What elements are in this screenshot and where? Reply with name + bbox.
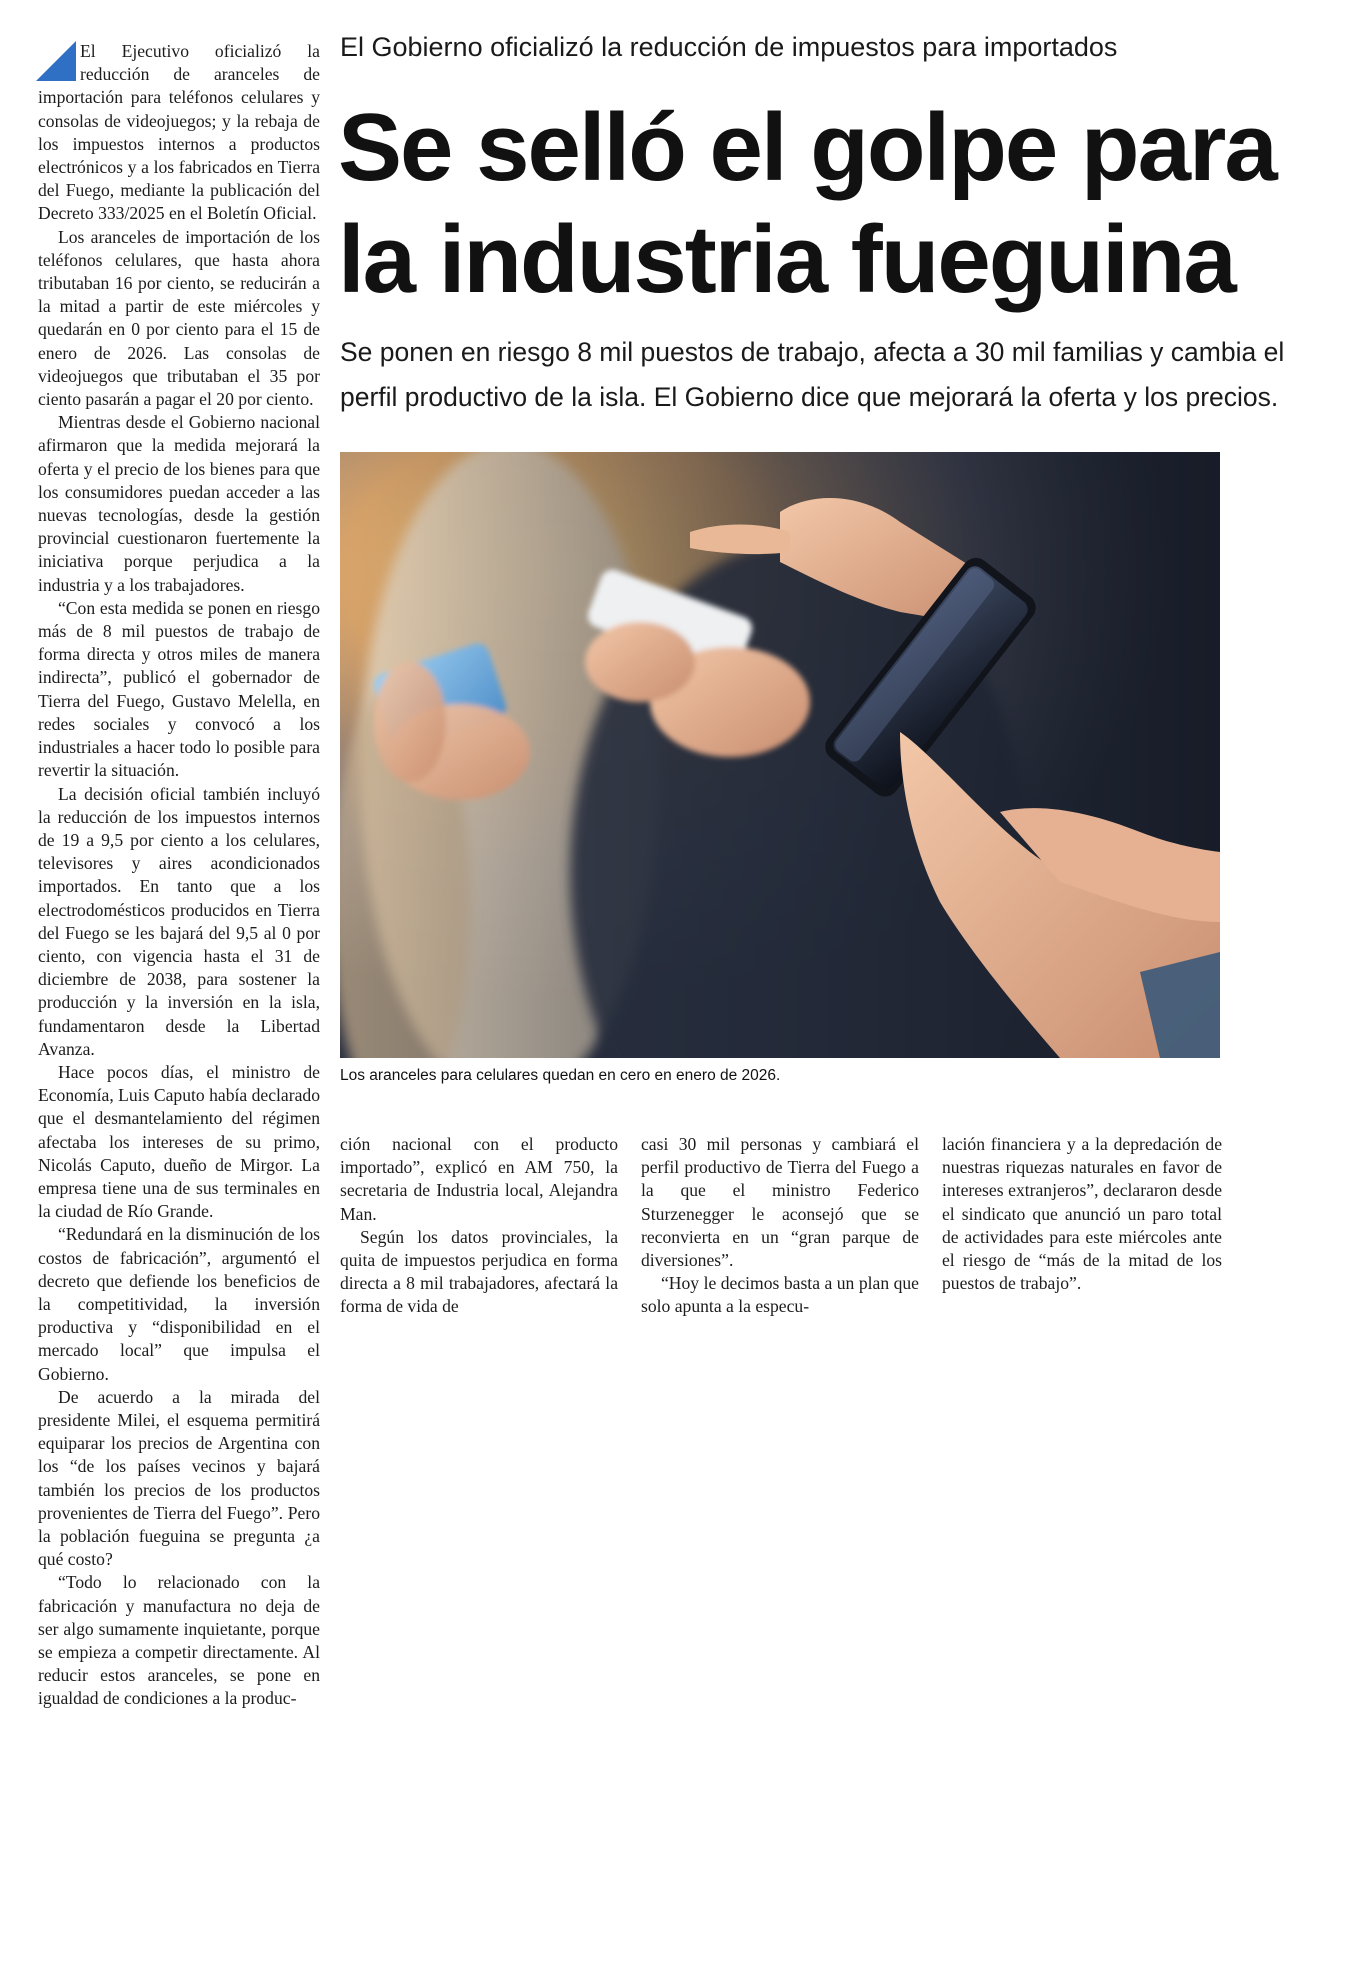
paragraph: Según los datos provinciales, la quita de impuestos perjudica en forma directa a 8 mil trabajadores, afectará la forma de vida de bbox=[340, 1226, 618, 1317]
photo-caption: Los aranceles para celulares quedan en cero en enero de 2026. bbox=[340, 1067, 781, 1084]
paragraph: ción nacional con el producto importado”, explicó en AM 750, la secretaria de Industria local, Alejandra Man. bbox=[340, 1134, 618, 1224]
paragraph: “Hoy le decimos basta a un plan que solo apunta a la especu- bbox=[641, 1273, 919, 1317]
article-column-b bbox=[340, 1133, 618, 1319]
article-column-d bbox=[942, 1133, 1222, 1295]
paragraph: Hace pocos días, el ministro de Economía, Luis Caputo había declarado que el desmantelamiento del régimen afectaba los intereses de su primo, Nicolás Caputo, dueño de Mirgor. La empresa tiene una de sus terminales en la ciudad de Río Grande. bbox=[38, 1061, 320, 1222]
article-kicker: El Gobierno oficializó la reducción de impuestos para importados bbox=[340, 32, 1118, 62]
paragraph: lación financiera y a la depredación de nuestras riquezas naturales en favor de intereses extranjeros”, declararon desde el sindicato que anunció un paro total de actividades para este miércoles ante el riesgo de “más de la mitad de los puestos de trabajo”. bbox=[942, 1134, 1222, 1294]
paragraph: “Todo lo relacionado con la fabricación y manufactura no deja de ser algo sumamente inquietante, porque se empieza a competir directamente. Al reducir estos aranceles, se pone en igualdad de condiciones a la produc- bbox=[38, 1572, 320, 1709]
paragraph: “Redundará en la disminución de los costos de fabricación”, argumentó el decreto que defiende los beneficios de la competitividad, la inversión productiva y “disponibilidad en el mercado local” que impulsa el Gobierno. bbox=[38, 1224, 320, 1384]
paragraph: El Ejecutivo oficializó la reducción de aranceles de importación para teléfonos celulares y consolas de videojuegos; y la rebaja de los impuestos internos a productos electrónicos y a los fabricados en Tierra del Fuego, mediante la publicación del Decreto 333/2025 en el Boletín Oficial. bbox=[38, 41, 320, 224]
corner-triangle-icon bbox=[36, 41, 76, 81]
headline-line-1: Se selló el golpe para bbox=[338, 94, 1276, 201]
paragraph: De acuerdo a la mirada del presidente Milei, el esquema permitirá equiparar los precios de Argentina con los “de los países vecinos y bajará también los precios de los productos provenientes de Tierra del Fuego”. Pero la población fueguina se pregunta ¿a qué costo? bbox=[38, 1386, 320, 1570]
paragraph: Mientras desde el Gobierno nacional afirmaron que la medida mejorará la oferta y el precio de los bienes para que los consumidores puedan acceder a las nuevas tecnologías, desde la gestión provincial cuestionaron fuertemente la iniciativa porque perjudica a la industria y a los trabajadores. bbox=[38, 412, 320, 595]
article-headline bbox=[338, 92, 1338, 316]
article-photo bbox=[340, 452, 1220, 1058]
article-deck: Se ponen en riesgo 8 mil puestos de trabajo, afecta a 30 mil familias y cambia el perfil productivo de la isla. El Gobierno dice que mejorará la oferta y los precios. bbox=[340, 337, 1285, 412]
paragraph: La decisión oficial también incluyó la reducción de los impuestos internos de 19 a 9,5 por ciento a los celulares, televisores y aires acondicionados importados. En tanto que a los electrodomésticos producidos en Tierra del Fuego se les bajará del 9,5 al 0 por ciento, con vigencia hasta el 31 de diciembre de 2038, para sostener la producción y la inversión en la isla, fundamentaron desde la Libertad Avanza. bbox=[38, 783, 320, 1059]
article-column-c bbox=[641, 1133, 919, 1319]
headline-line-2: la industria fueguina bbox=[338, 206, 1235, 313]
paragraph: casi 30 mil personas y cambiará el perfil productivo de Tierra del Fuego a la que el ministro Federico Sturzenegger le aconsejó que se reconvierta en un “gran parque de diversiones”. bbox=[641, 1134, 919, 1271]
paragraph: Los aranceles de importación de los teléfonos celulares, que hasta ahora tributaban 16 por ciento, se reducirán a la mitad a partir de este miércoles y quedarán en 0 por ciento para el 15 de enero de 2026. Las consolas de videojuegos que tributaban el 35 por ciento pasarán a pagar el 20 por ciento. bbox=[38, 226, 320, 410]
article-column-left bbox=[38, 40, 320, 1711]
paragraph: “Con esta medida se ponen en riesgo más de 8 mil puestos de trabajo de forma directa y otros miles de manera indirecta”, publicó el gobernador de Tierra del Fuego, Gustavo Melella, en redes sociales y convocó a los industriales a hacer todo lo posible para revertir la situación. bbox=[38, 597, 320, 781]
